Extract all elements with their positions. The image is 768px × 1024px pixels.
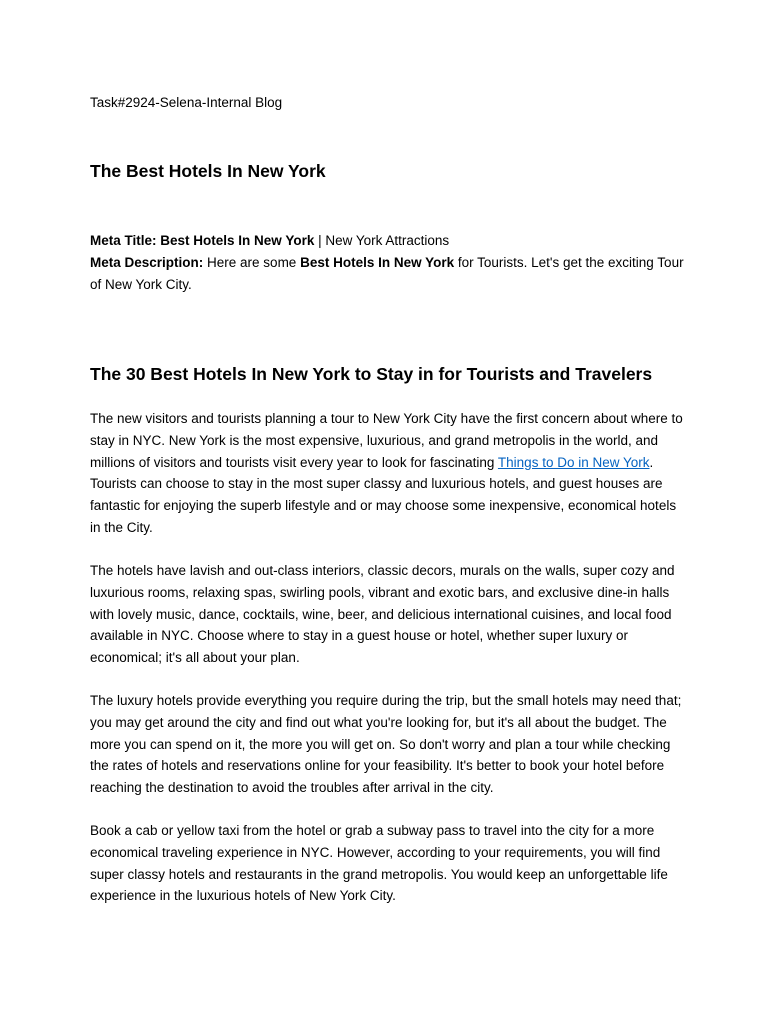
paragraph-2: The hotels have lavish and out-class interiors, classic decors, murals on the walls, super cozy and luxurious rooms, relaxing spas, swirling pools, vibrant and exotic bars, and exclusive dine-in halls with lovely music, dance, cocktails, wine, beer, and delicious international cuisines, and local food available in NYC. Choose where to stay in a guest house or hotel, whether super luxury or economical; it's all about your plan. xyxy=(90,563,675,666)
meta-description-bold: Best Hotels In New York xyxy=(300,254,455,270)
section-title: The 30 Best Hotels In New York to Stay in for Tourists and Travelers xyxy=(90,364,653,384)
meta-block xyxy=(90,230,690,295)
meta-description-line xyxy=(90,252,690,296)
meta-description-pre: Here are some xyxy=(203,254,301,270)
meta-description-label: Meta Description: xyxy=(90,254,204,270)
meta-title-line xyxy=(90,230,690,252)
paragraph-1-text-after: . Tourists can choose to stay in the most super classy and luxurious hotels, and guest houses are fantastic for enjoying the superb lifestyle and or may choose some inexpensive, economical hotels in the City. xyxy=(90,454,677,535)
task-line: Task#2924-Selena-Internal Blog xyxy=(90,95,283,110)
meta-title-bold: Best Hotels In New York xyxy=(160,233,315,248)
page-title: The Best Hotels In New York xyxy=(90,161,326,181)
meta-title-label: Meta Title: xyxy=(90,233,157,248)
paragraph-1-text-before: The new visitors and tourists planning a tour to New York City have the first concern about where to stay in NYC. New York is the most expensive, luxurious, and grand metropolis in the world, and millions of visitors and tourists visit every year to look for fascinating xyxy=(90,411,683,470)
meta-title-rest: | New York Attractions xyxy=(314,233,450,248)
paragraph-1 xyxy=(90,408,690,539)
meta-description-post: for Tourists. Let's get the exciting Tour of New York City. xyxy=(90,254,684,292)
paragraph-3: The luxury hotels provide everything you require during the trip, but the small hotels may need that; you may get around the city and find out what you're looking for, but it's all about the budget. The more you can spend on it, the more you will get on. So don't worry and plan a tour while checking the rates of hotels and reservations online for your feasibility. It's better to book your hotel before reaching the destination to avoid the troubles after arrival in the city. xyxy=(90,693,682,796)
things-to-do-link[interactable]: Things to Do in New York xyxy=(497,454,650,470)
paragraph-4: Book a cab or yellow taxi from the hotel or grab a subway pass to travel into the city for a more economical traveling experience in NYC. However, according to your requirements, you will find super classy hotels and restaurants in the grand metropolis. You would keep an unforgettable life experience in the luxurious hotels of New York City. xyxy=(90,823,668,904)
